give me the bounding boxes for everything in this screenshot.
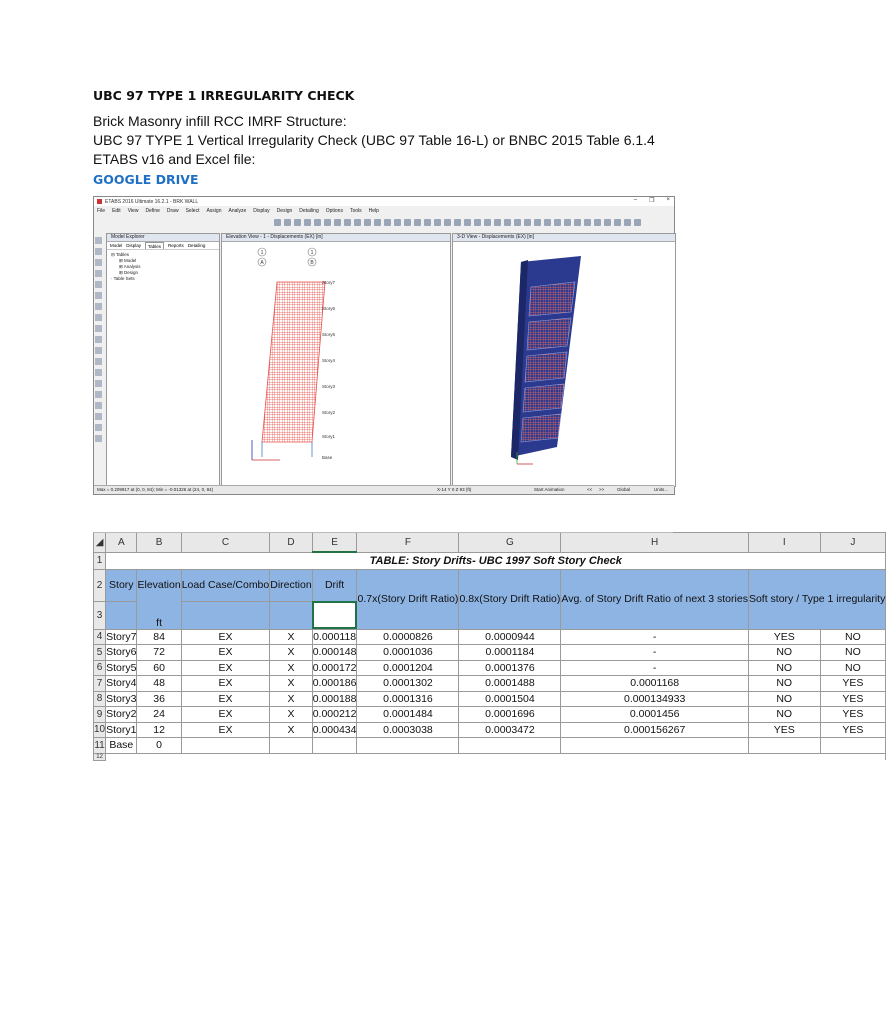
tab-display[interactable]: Display	[126, 243, 142, 248]
status-max-min: Max = 0.209917 at (0, 0, 84); Min = -0.01326 at (24, 0, 84)	[97, 487, 214, 492]
grid-bubble-label: B	[310, 260, 314, 266]
menu-select[interactable]: Select	[185, 207, 200, 214]
header-load-case[interactable]: Load Case/Combo	[181, 569, 270, 601]
toolbar-icon[interactable]	[634, 219, 641, 226]
toolbar-icon[interactable]	[314, 219, 321, 226]
3d-view-header	[453, 234, 675, 242]
toolbar-icon[interactable]	[424, 219, 431, 226]
table-row	[94, 738, 886, 754]
draw-tool-icon[interactable]	[95, 369, 102, 376]
cell-direction[interactable]: X	[270, 691, 312, 707]
toolbar-icon[interactable]	[274, 219, 281, 226]
row-number[interactable]: 8	[94, 691, 106, 707]
toolbar-icon[interactable]	[454, 219, 461, 226]
draw-tool-icon[interactable]	[95, 402, 102, 409]
cell-soft-story[interactable]: YES	[748, 629, 820, 645]
infill-panel	[523, 384, 564, 412]
cell-empty[interactable]	[459, 738, 561, 754]
column-letter[interactable]: D	[270, 533, 312, 553]
cell-load-case[interactable]: EX	[181, 676, 270, 692]
cell-avg-drift[interactable]: -	[561, 645, 749, 661]
3d-view-title: 3-D View - Displacements (EX) [in]	[457, 234, 534, 240]
cell-empty[interactable]	[181, 738, 270, 754]
toolbar-icon[interactable]	[334, 219, 341, 226]
grid-bubble-label: 1	[310, 250, 314, 256]
header-direction[interactable]: Direction	[270, 569, 312, 601]
selected-cell[interactable]	[312, 601, 357, 629]
draw-tool-icon[interactable]	[95, 325, 102, 332]
column-letter[interactable]: H	[561, 533, 749, 553]
story-label: Story2	[322, 410, 336, 415]
toolbar-icon[interactable]	[404, 219, 411, 226]
nav-next-button[interactable]: >>	[599, 487, 605, 492]
cell-drift[interactable]: 0.000118	[313, 630, 357, 643]
intro-line: Brick Masonry infill RCC IMRF Structure:	[93, 113, 347, 129]
cell-avg-drift[interactable]: 0.000134933	[561, 691, 749, 707]
cell-drift[interactable]: 0.000188	[312, 692, 357, 705]
header-drift[interactable]: Drift	[312, 569, 357, 601]
row-number[interactable]: 12	[94, 753, 106, 760]
menu-help[interactable]: Help	[368, 207, 379, 214]
excel-sheet	[93, 532, 886, 761]
draw-tool-icon[interactable]	[95, 391, 102, 398]
draw-tool-icon[interactable]	[95, 347, 102, 354]
cell-direction[interactable]: X	[270, 629, 312, 645]
story-drift-table	[93, 532, 886, 761]
draw-tool-icon[interactable]	[95, 380, 102, 387]
cell-load-case[interactable]: EX	[181, 691, 270, 707]
deformed-infill-mesh	[262, 282, 325, 442]
cell-07x-drift[interactable]: 0.0000826	[357, 629, 459, 645]
data-rows	[94, 629, 886, 738]
infill-panel	[529, 282, 575, 316]
cell-drift[interactable]: 0.000186	[312, 677, 357, 690]
tree-item[interactable]: ⊟ Tables	[111, 252, 129, 257]
table-row	[94, 691, 886, 707]
header-avg-drift[interactable]: Avg. of Story Drift Ratio of next 3 stories	[561, 569, 749, 629]
story-label: Story5	[322, 332, 336, 337]
cell-irregularity[interactable]: YES	[820, 722, 886, 738]
cell-soft-story[interactable]: NO	[748, 691, 820, 707]
cell-elevation[interactable]: 36	[137, 691, 181, 707]
column-letter[interactable]: F	[357, 533, 459, 553]
menu-display[interactable]: Display	[253, 207, 270, 214]
elevation-view-header	[222, 234, 450, 242]
cell-soft-story[interactable]: YES	[748, 722, 820, 738]
draw-tool-icon[interactable]	[95, 314, 102, 321]
toolbar-icon[interactable]	[394, 219, 401, 226]
elevation-drawing	[222, 242, 448, 485]
etabs-title: ETABS 2016 Ultimate 16.2.1 - BRK WALL	[105, 198, 199, 205]
draw-tool-icon[interactable]	[95, 413, 102, 420]
etabs-toolbar	[274, 219, 674, 227]
row-number[interactable]: 4	[94, 629, 106, 645]
document-heading: UBC 97 TYPE 1 IRREGULARITY CHECK	[93, 88, 355, 103]
cell-drift[interactable]: 0.000212	[312, 708, 357, 721]
cell-soft-story[interactable]: NO	[748, 645, 820, 661]
cell-story[interactable]: Story1	[106, 723, 137, 736]
etabs-status-bar	[94, 485, 674, 494]
table-row	[94, 707, 886, 723]
cell-avg-drift[interactable]: -	[561, 660, 749, 676]
cell-avg-drift[interactable]: 0.0001456	[561, 707, 749, 723]
toolbar-icon[interactable]	[374, 219, 381, 226]
header-elevation[interactable]: Elevation	[137, 569, 181, 601]
3d-view-pane[interactable]	[452, 233, 676, 487]
cell-08x-drift[interactable]: 0.0001488	[459, 676, 561, 692]
cell-07x-drift[interactable]: 0.0001302	[357, 676, 459, 692]
cell-story[interactable]: Story5	[106, 661, 137, 674]
toolbar-icon[interactable]	[494, 219, 501, 226]
cell-irregularity[interactable]: YES	[820, 676, 886, 692]
row-number[interactable]: 5	[94, 645, 106, 661]
draw-tool-icon[interactable]	[95, 259, 102, 266]
menu-define[interactable]: Define	[145, 207, 160, 214]
etabs-screenshot	[93, 196, 675, 495]
tree-item[interactable]: ⊞ Design	[119, 270, 139, 275]
tab-detailing[interactable]: Detailing	[187, 243, 206, 248]
restore-icon[interactable]: ❐	[649, 198, 655, 204]
toolbar-icon[interactable]	[534, 219, 541, 226]
cell-empty[interactable]	[561, 738, 749, 754]
cell-elevation[interactable]: 72	[137, 645, 181, 661]
header-story-blank[interactable]	[106, 601, 137, 629]
coord-system-select[interactable]: Global	[617, 487, 631, 492]
cell-drift[interactable]: 0.000434	[312, 723, 357, 736]
google-drive-link[interactable]: GOOGLE DRIVE	[93, 172, 199, 187]
cell-drift[interactable]: 0.000172	[312, 661, 357, 674]
toolbar-icon[interactable]	[354, 219, 361, 226]
menu-draw[interactable]: Draw	[166, 207, 179, 214]
select-all-corner[interactable]: ◢	[94, 533, 106, 553]
story-label: Story1	[322, 434, 336, 439]
table-row	[94, 722, 886, 738]
explorer-tabs	[107, 242, 219, 250]
cell-empty[interactable]	[357, 738, 459, 754]
draw-tool-icon[interactable]	[95, 435, 102, 442]
toolbar-icon[interactable]	[624, 219, 631, 226]
header-elevation-unit[interactable]: ft	[137, 601, 181, 629]
toolbar-icon[interactable]	[604, 219, 611, 226]
cell-soft-story[interactable]: NO	[748, 660, 820, 676]
cell-elevation[interactable]: 60	[137, 660, 181, 676]
table-row	[94, 660, 886, 676]
column-letter[interactable]: J	[820, 533, 886, 553]
menu-assign[interactable]: Assign	[206, 207, 222, 214]
cell-08x-drift[interactable]: 0.0001184	[459, 645, 561, 661]
draw-tool-icon[interactable]	[95, 292, 102, 299]
table-row	[94, 645, 886, 661]
elevation-view-pane[interactable]	[221, 233, 451, 487]
grid-bubble-label: 1	[260, 250, 264, 256]
sheet-top-edge	[93, 524, 673, 533]
tree-item-label: Analysis	[123, 264, 141, 269]
toolbar-icon[interactable]	[324, 219, 331, 226]
cell-08x-drift[interactable]: 0.0001696	[459, 707, 561, 723]
story-labels	[322, 280, 336, 460]
row-number[interactable]: 9	[94, 707, 106, 723]
toolbar-icon[interactable]	[474, 219, 481, 226]
cell-08x-drift[interactable]: 0.0003472	[459, 722, 561, 738]
toolbar-icon[interactable]	[364, 219, 371, 226]
cell-07x-drift[interactable]: 0.0001204	[357, 660, 459, 676]
draw-tool-icon[interactable]	[95, 248, 102, 255]
toolbar-icon[interactable]	[614, 219, 621, 226]
cell-direction[interactable]: X	[270, 676, 312, 692]
cell-08x-drift[interactable]: 0.0001376	[459, 660, 561, 676]
toolbar-icon[interactable]	[464, 219, 471, 226]
tab-model[interactable]: Model	[110, 243, 123, 248]
cell-story[interactable]: Story7	[106, 630, 137, 643]
cell-load-case[interactable]: EX	[181, 629, 270, 645]
column-header-row	[94, 533, 886, 553]
tree-item[interactable]: ⊞ Model	[119, 258, 137, 263]
menu-file[interactable]: File	[97, 207, 106, 214]
cell-elevation[interactable]: 12	[137, 722, 181, 738]
cell-soft-story[interactable]: NO	[748, 676, 820, 692]
toolbar-icon[interactable]	[594, 219, 601, 226]
cell-empty[interactable]	[270, 738, 312, 754]
menu-detailing[interactable]: Detailing	[299, 207, 319, 214]
cell-load-case[interactable]: EX	[181, 722, 270, 738]
row-number[interactable]: 3	[94, 601, 106, 629]
tab-reports[interactable]: Reports	[168, 243, 184, 248]
tree-item-label: Table Sets	[113, 276, 135, 281]
row-number[interactable]: 6	[94, 660, 106, 676]
model-explorer-panel	[106, 233, 220, 487]
units-button[interactable]: Units...	[654, 487, 669, 492]
cell-elevation[interactable]: 84	[137, 629, 181, 645]
story-label: Story3	[322, 384, 336, 389]
menu-tools[interactable]: Tools	[349, 207, 362, 214]
nav-prev-button[interactable]: <<	[587, 487, 593, 492]
cell-avg-drift[interactable]: 0.0001168	[561, 676, 749, 692]
row-number[interactable]: 1	[94, 552, 106, 569]
header-direction-blank[interactable]	[270, 601, 312, 629]
column-letter-selected[interactable]: E	[312, 533, 357, 553]
cell-direction[interactable]: X	[270, 645, 312, 661]
table-title[interactable]: TABLE: Story Drifts- UBC 1997 Soft Story Check	[106, 552, 886, 569]
tree-item-label: Design	[124, 270, 139, 275]
cell-irregularity[interactable]: YES	[820, 691, 886, 707]
cell-08x-drift[interactable]: 0.0001504	[459, 691, 561, 707]
toolbar-icon[interactable]	[414, 219, 421, 226]
toolbar-icon[interactable]	[434, 219, 441, 226]
toolbar-icon[interactable]	[544, 219, 551, 226]
cell-irregularity[interactable]: NO	[820, 629, 886, 645]
toolbar-icon[interactable]	[514, 219, 521, 226]
column-letter[interactable]: I	[748, 533, 820, 553]
toolbar-icon[interactable]	[554, 219, 561, 226]
infill-panel	[527, 318, 571, 350]
story-label: Base	[322, 455, 333, 460]
column-letter[interactable]: A	[106, 533, 137, 553]
cell-07x-drift[interactable]: 0.0003038	[357, 722, 459, 738]
toolbar-icon[interactable]	[294, 219, 301, 226]
cell-drift[interactable]: 0.000148	[312, 646, 357, 659]
cell-avg-drift[interactable]: -	[561, 629, 749, 645]
status-coords: X-14 Y 0 Z 93 (ft)	[437, 487, 472, 492]
table-row	[94, 753, 886, 760]
etabs-app-icon	[97, 199, 102, 204]
draw-tool-icon[interactable]	[95, 281, 102, 288]
row-number[interactable]: 2	[94, 569, 106, 601]
cell-elevation[interactable]: 24	[137, 707, 181, 723]
menu-design[interactable]: Design	[276, 207, 293, 214]
row-number[interactable]: 10	[94, 722, 106, 738]
toolbar-icon[interactable]	[574, 219, 581, 226]
draw-tool-icon[interactable]	[95, 303, 102, 310]
toolbar-icon[interactable]	[504, 219, 511, 226]
menu-analyze[interactable]: Analyze	[228, 207, 247, 214]
tree-item-label: Model	[124, 258, 137, 263]
infill-panel	[525, 352, 567, 382]
cell-empty[interactable]	[748, 738, 820, 754]
cell-direction[interactable]: X	[270, 722, 312, 738]
toolbar-icon[interactable]	[484, 219, 491, 226]
cell-story[interactable]: Story4	[106, 677, 137, 690]
cell-irregularity[interactable]: YES	[820, 707, 886, 723]
model-explorer-title: Model Explorer	[111, 234, 145, 240]
cell-load-case[interactable]: EX	[181, 660, 270, 676]
column-letter[interactable]: C	[181, 533, 270, 553]
tree-item-label: Tables	[115, 252, 129, 257]
header-story[interactable]: Story	[106, 569, 137, 601]
tables-tree	[107, 250, 219, 284]
toolbar-icon[interactable]	[284, 219, 291, 226]
row-number[interactable]: 7	[94, 676, 106, 692]
cell-direction[interactable]: X	[270, 707, 312, 723]
column-letter[interactable]: B	[137, 533, 181, 553]
grid-bubbles	[258, 248, 316, 266]
intro-line: ETABS v16 and Excel file:	[93, 151, 256, 167]
cell-story[interactable]: Story2	[106, 708, 137, 721]
toolbar-icon[interactable]	[524, 219, 531, 226]
toolbar-icon[interactable]	[344, 219, 351, 226]
table-row	[94, 552, 886, 569]
cell-load-case[interactable]: EX	[181, 707, 270, 723]
table-row	[94, 676, 886, 692]
cell-empty[interactable]	[312, 738, 357, 754]
tree-item[interactable]: · Table Sets	[111, 276, 135, 281]
story-label: Story7	[322, 280, 336, 285]
left-toolbar	[95, 237, 103, 442]
table-row	[94, 569, 886, 601]
column-letter[interactable]: G	[459, 533, 561, 553]
etabs-title-bar	[94, 197, 674, 206]
draw-tool-icon[interactable]	[95, 336, 102, 343]
table-row	[94, 629, 886, 645]
cell-soft-story[interactable]: NO	[748, 707, 820, 723]
minimize-icon[interactable]: –	[633, 197, 638, 203]
close-icon[interactable]: ×	[666, 197, 670, 203]
draw-tool-icon[interactable]	[95, 270, 102, 277]
menu-edit[interactable]: Edit	[112, 207, 121, 214]
menu-view[interactable]: View	[127, 207, 139, 214]
header-08x-drift[interactable]: 0.8x(Story Drift Ratio)	[459, 569, 561, 629]
header-07x-drift[interactable]: 0.7x(Story Drift Ratio)	[357, 569, 459, 629]
model-explorer-header	[107, 234, 219, 242]
grid-bubble-label: A	[260, 260, 264, 266]
header-load-case-blank[interactable]	[181, 601, 270, 629]
draw-tool-icon[interactable]	[95, 358, 102, 365]
cell-elevation[interactable]: 48	[137, 676, 181, 692]
menu-options[interactable]: Options	[325, 207, 343, 214]
row-number[interactable]: 11	[94, 738, 106, 754]
intro-line: UBC 97 TYPE 1 Vertical Irregularity Check (UBC 97 Table 16-L) or BNBC 2015 Table 6.1.4	[93, 132, 655, 148]
cell-07x-drift[interactable]: 0.0001036	[357, 645, 459, 661]
cell-empty	[106, 753, 886, 760]
cell-irregularity[interactable]: NO	[820, 645, 886, 661]
cell-load-case[interactable]: EX	[181, 645, 270, 661]
cell-story[interactable]: Base	[106, 738, 137, 754]
cell-direction[interactable]: X	[270, 660, 312, 676]
etabs-menu-bar	[94, 206, 674, 215]
intro-text	[93, 112, 655, 169]
elevation-view-title: Elevation View - 1 - Displacements (EX) [in]	[226, 234, 323, 240]
cell-story[interactable]: Story6	[106, 646, 137, 659]
header-soft-story[interactable]: Soft story / Type 1 irregularity	[748, 569, 885, 629]
tab-tables[interactable]: Tables	[145, 242, 164, 249]
3d-frame-drawing	[453, 242, 673, 485]
cell-07x-drift[interactable]: 0.0001316	[357, 691, 459, 707]
story-label: Story4	[322, 358, 336, 363]
toolbar-icon[interactable]	[564, 219, 571, 226]
cell-07x-drift[interactable]: 0.0001484	[357, 707, 459, 723]
draw-tool-icon[interactable]	[95, 424, 102, 431]
infill-panel	[521, 414, 561, 442]
toolbar-icon[interactable]	[444, 219, 451, 226]
toolbar-icon[interactable]	[304, 219, 311, 226]
start-animation-button[interactable]: Start Animation	[534, 487, 565, 492]
tree-item[interactable]: ⊞ Analysis	[119, 264, 141, 269]
story-label: Story6	[322, 306, 336, 311]
toolbar-icon[interactable]	[384, 219, 391, 226]
cell-empty[interactable]	[820, 738, 886, 754]
cell-irregularity[interactable]: NO	[820, 660, 886, 676]
pointer-icon[interactable]	[95, 237, 102, 244]
cell-08x-drift[interactable]: 0.0000944	[459, 629, 561, 645]
cell-story[interactable]: Story3	[106, 692, 137, 705]
toolbar-icon[interactable]	[584, 219, 591, 226]
cell-elevation[interactable]: 0	[137, 738, 181, 754]
cell-avg-drift[interactable]: 0.000156267	[561, 722, 749, 738]
